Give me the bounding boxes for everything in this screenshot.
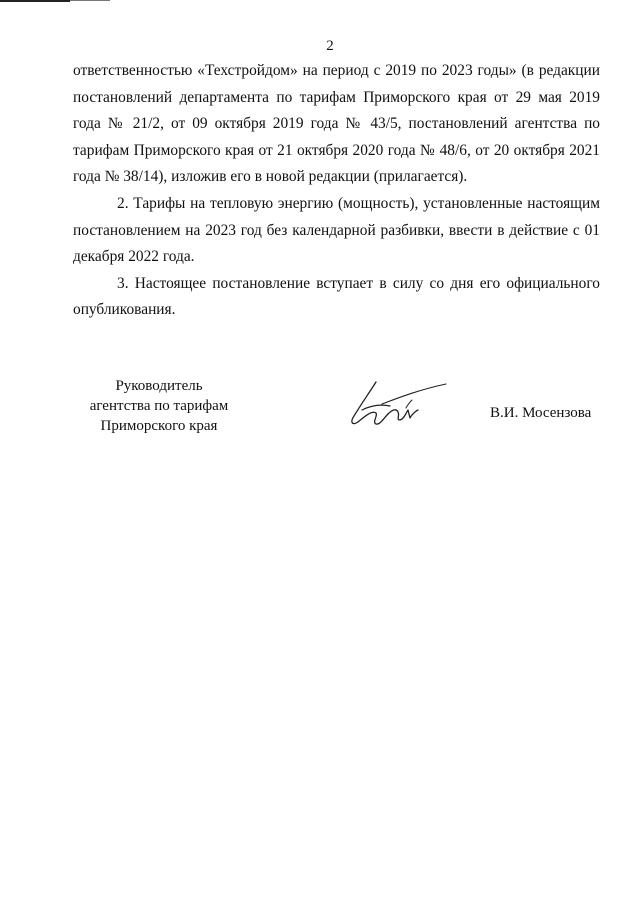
signatory-position-line: агентства по тарифам [89,398,229,414]
document-body [73,58,600,324]
paragraph-continuation: ответственностью «Техстройдом» на период с 2019 по 2023 годы» (в редакции постановлений департамента по тарифам Приморского края от 29 мая 2019 года № 21/2, от 09 октября 2019 года № 43/5, постановлений агентства по тарифам Приморского края от 21 октября 2020 года № 48/6, от 20 октября 2021 года № 38/14), изложив его в новой редакции (прилагается). [73,62,600,186]
page-corner-mark [0,0,110,3]
paragraph-item-2: 2. Тарифы на тепловую энергию (мощность), установленные настоящим постановлением на 2023 год без календарной разбивки, ввести в действие с 01 декабря 2022 года. [73,194,600,266]
signatory-position-line: Руководитель [115,378,203,394]
signatory-position-line: Приморского края [100,418,218,434]
corner-mark-thick [0,0,70,2]
signer-name: В.И. Мосензова [490,405,592,421]
paragraph-item-3: 3. Настоящее постановление вступает в силу со дня его официального опубликования. [73,274,600,319]
handwritten-signature [346,380,454,436]
signatory-position [68,376,250,436]
page-number: 2 [326,38,334,54]
corner-mark-thin [70,0,110,1]
